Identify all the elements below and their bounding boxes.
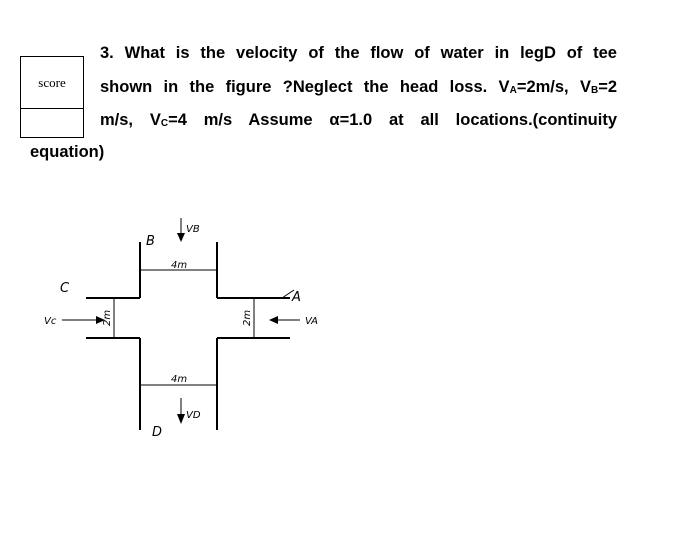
velocity-label-va: VA bbox=[305, 316, 319, 327]
arrow-head bbox=[269, 316, 278, 324]
leg-label-b: B bbox=[146, 234, 155, 249]
arrow-head bbox=[177, 233, 185, 242]
subscript: B bbox=[590, 85, 599, 96]
score-label: score bbox=[21, 57, 83, 109]
question-text: m/s, V bbox=[100, 111, 161, 129]
leg-label-a: A bbox=[292, 290, 301, 305]
leg-label-c: C bbox=[60, 281, 70, 296]
velocity-label-vc: Vc bbox=[44, 316, 57, 327]
velocity-label-vd: VD bbox=[186, 410, 201, 421]
question-text: =4 m/s Assume α=1.0 at all locations.(continuity bbox=[168, 111, 617, 129]
question-text: shown in the figure ?Neglect the head loss. V bbox=[100, 78, 510, 96]
width-label-top: 4m bbox=[171, 260, 188, 271]
subscript: C bbox=[160, 118, 169, 129]
width-label-right: 2m bbox=[242, 309, 253, 326]
width-label-bottom: 4m bbox=[171, 374, 188, 385]
velocity-label-vb: VB bbox=[186, 224, 200, 235]
question-text: =2m/s, V bbox=[516, 78, 591, 96]
question-text: =2 bbox=[598, 78, 618, 96]
question-line-1: 3. What is the velocity of the flow of water in legD of tee bbox=[100, 44, 617, 62]
arrow-head bbox=[177, 414, 185, 424]
question-line-4: equation) bbox=[30, 143, 105, 161]
subscript: A bbox=[509, 85, 517, 96]
leg-label-d: D bbox=[152, 425, 163, 440]
width-label-left: 2m bbox=[102, 309, 113, 326]
